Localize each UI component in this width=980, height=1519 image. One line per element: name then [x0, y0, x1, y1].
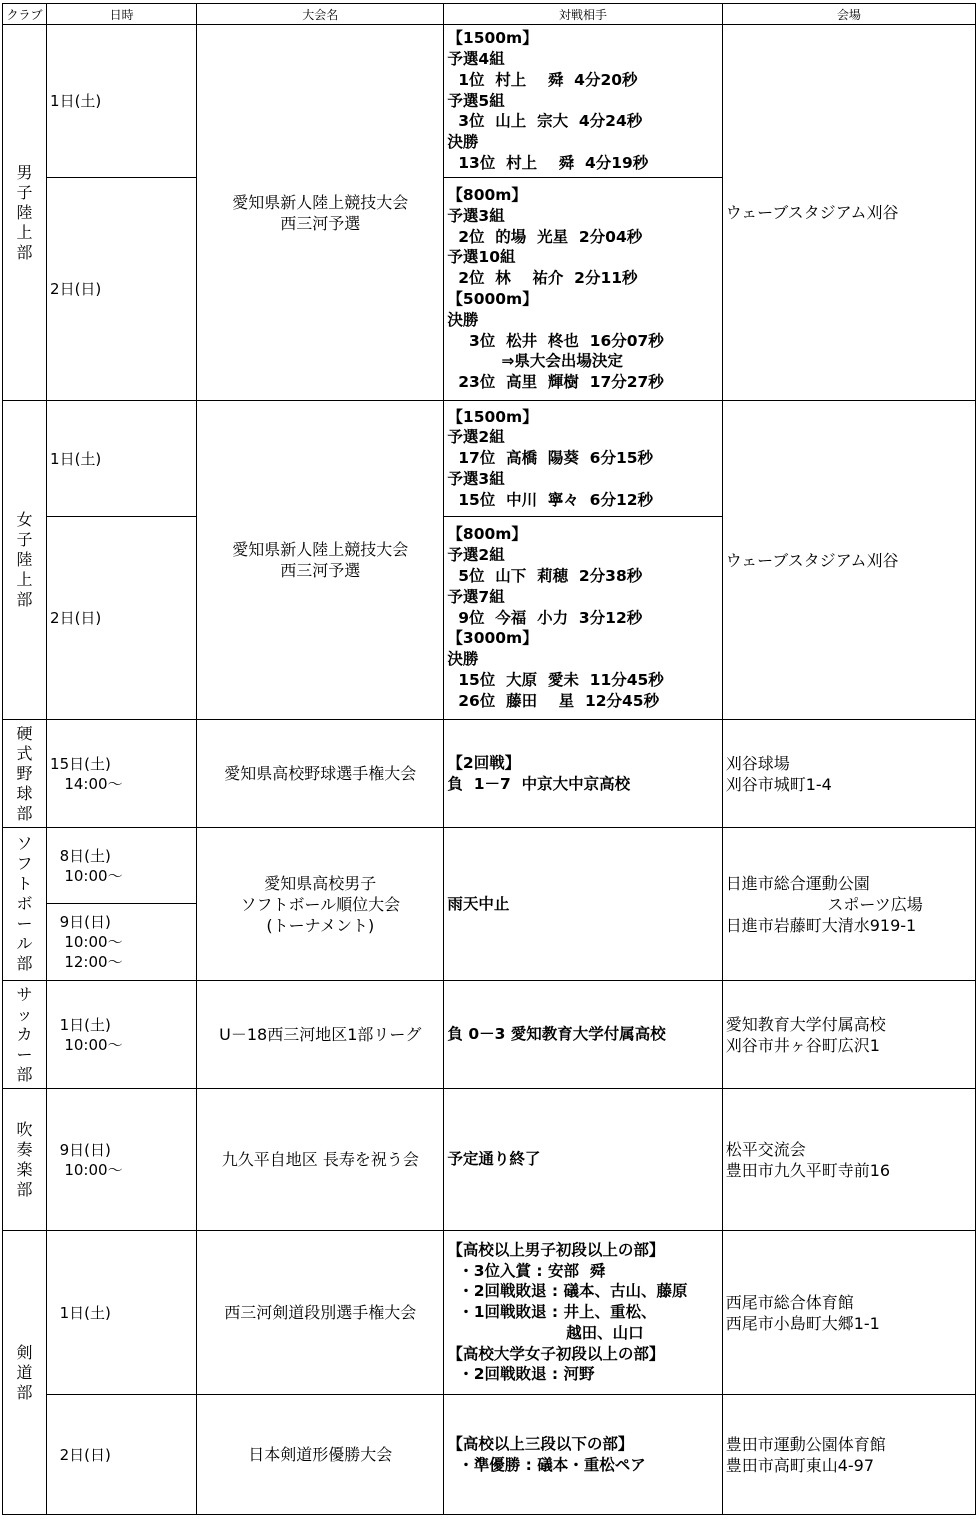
- club-name-char: ッ: [16, 1004, 33, 1024]
- club-name-char: 上: [16, 222, 33, 242]
- club-name-char: 楽: [16, 1159, 33, 1179]
- table-row: [3, 1089, 976, 1231]
- event-cell: 九久平自地区 長寿を祝う会: [197, 1089, 444, 1231]
- opponent-cell: 【高校以上三段以下の部】 ・準優勝 : 礒本・重松ペア: [444, 1395, 722, 1515]
- venue-cell: 西尾市総合体育館 西尾市小島町大郷1-1: [722, 1231, 975, 1395]
- table-row: [3, 1231, 976, 1395]
- club-name-char: 子: [16, 530, 33, 549]
- club-name: [3, 25, 47, 401]
- club-name: [3, 981, 47, 1089]
- event-cell: 愛知県高校男子 ソフトボール順位大会 (トーナメント): [197, 828, 444, 981]
- venue-cell: 刈谷球場 刈谷市城町1-4: [722, 720, 975, 828]
- header-row: [3, 4, 976, 25]
- event-cell: 日本剣道形優勝大会: [197, 1395, 444, 1515]
- date-cell: 15日(土) 14:00～: [47, 720, 197, 828]
- table-row: [3, 1395, 976, 1515]
- club-name-char: 部: [16, 590, 33, 609]
- venue-cell: 愛知教育大学付属高校 刈谷市井ヶ谷町広沢1: [722, 981, 975, 1089]
- club-name: [3, 401, 47, 720]
- club-name-char: フ: [16, 854, 33, 873]
- date-cell: 1日(土): [47, 25, 197, 178]
- club-name-char: 剣: [16, 1342, 33, 1362]
- header-date: 日時: [47, 4, 197, 25]
- club-name-char: ー: [16, 914, 33, 933]
- club-name-char: 部: [16, 1064, 33, 1084]
- date-cell: 1日(土): [47, 401, 197, 517]
- date-cell: 1日(土) 10:00～: [47, 981, 197, 1089]
- club-name-char: 陸: [16, 550, 33, 569]
- club-name-char: 球: [16, 783, 33, 803]
- venue-cell: 松平交流会 豊田市九久平町寺前16: [722, 1089, 975, 1231]
- opponent-cell: 【800m】 予選3組 2位 的場 光星 2分04秒 予選10組 2位 林 祐介 2分11秒 【5000m】 決勝 3位 松井 柊也 16分07秒 ⇒県大会出場決定 23位 高里 輝樹 17分27秒: [444, 178, 722, 401]
- club-name: [3, 828, 47, 981]
- opponent-cell: 【2回戦】 負 1－7 中京大中京高校: [444, 720, 722, 828]
- results-table: [2, 3, 976, 1515]
- club-name-char: ソ: [16, 834, 33, 853]
- club-name-char: カ: [16, 1024, 33, 1044]
- club-name: [3, 720, 47, 828]
- club-name-char: 奏: [16, 1139, 33, 1159]
- opponent-cell: 【1500m】 予選2組 17位 高橋 陽葵 6分15秒 予選3組 15位 中川 寧々 6分12秒: [444, 401, 722, 517]
- date-cell: 8日(土) 10:00～: [47, 828, 197, 904]
- opponent-cell: 【1500m】 予選4組 1位 村上 舜 4分20秒 予選5組 3位 山上 宗大 4分24秒 決勝 13位 村上 舜 4分19秒: [444, 25, 722, 178]
- date-cell: 2日(日): [47, 517, 197, 720]
- opponent-cell: 【高校以上男子初段以上の部】 ・3位入賞 : 安部 舜 ・2回戦敗退 : 礒本、古山、藤原 ・1回戦敗退 : 井上、重松、 越田、山口 【高校大学女子初段以上の部】 ・2回戦敗退 : 河野: [444, 1231, 722, 1395]
- header-club: クラブ: [3, 4, 47, 25]
- opponent-cell: 雨天中止: [444, 828, 722, 981]
- club-name-char: サ: [16, 984, 33, 1004]
- club-name-char: 男: [16, 162, 33, 182]
- header-opponent: 対戦相手: [444, 4, 722, 25]
- date-cell: 2日(日): [47, 1395, 197, 1515]
- club-name-char: ト: [16, 874, 33, 893]
- club-name-char: ル: [16, 934, 33, 953]
- club-name: [3, 1089, 47, 1231]
- event-cell: U－18西三河地区1部リーグ: [197, 981, 444, 1089]
- header-event: 大会名: [197, 4, 444, 25]
- club-name-char: 部: [16, 1179, 33, 1199]
- venue-cell: 日進市総合運動公園 スポーツ広場 日進市岩藤町大清水919-1: [722, 828, 975, 981]
- event-cell: 愛知県高校野球選手権大会: [197, 720, 444, 828]
- club-name-char: 部: [16, 242, 33, 262]
- club-name-char: 子: [16, 182, 33, 202]
- club-name: [3, 1231, 47, 1515]
- club-name-char: 野: [16, 763, 33, 783]
- date-cell: 9日(日) 10:00～ 12:00～: [47, 904, 197, 981]
- table-row: [3, 720, 976, 828]
- date-cell: 1日(土): [47, 1231, 197, 1395]
- opponent-cell: 予定通り終了: [444, 1089, 722, 1231]
- club-name-char: ー: [16, 1044, 33, 1064]
- opponent-cell: 負 0－3 愛知教育大学付属高校: [444, 981, 722, 1089]
- club-name-char: 道: [16, 1362, 33, 1382]
- event-cell: 愛知県新人陸上競技大会 西三河予選: [197, 401, 444, 720]
- club-name-char: 式: [16, 743, 33, 763]
- club-name-char: 部: [16, 803, 33, 823]
- date-cell: 9日(日) 10:00～: [47, 1089, 197, 1231]
- club-name-char: 部: [16, 954, 33, 973]
- table-row: [3, 401, 976, 517]
- header-venue: 会場: [722, 4, 975, 25]
- table-row: [3, 25, 976, 178]
- table-row: [3, 981, 976, 1089]
- club-name-char: 吹: [16, 1119, 33, 1139]
- venue-cell: 豊田市運動公園体育館 豊田市高町東山4-97: [722, 1395, 975, 1515]
- club-name-char: 部: [16, 1382, 33, 1402]
- date-cell: 2日(日): [47, 178, 197, 401]
- venue-cell: ウェーブスタジアム刈谷: [722, 401, 975, 720]
- club-name-char: 女: [16, 510, 33, 529]
- venue-cell: ウェーブスタジアム刈谷: [722, 25, 975, 401]
- table-row: [3, 828, 976, 904]
- club-name-char: 硬: [16, 723, 33, 743]
- event-cell: 西三河剣道段別選手権大会: [197, 1231, 444, 1395]
- opponent-cell: 【800m】 予選2組 5位 山下 莉穂 2分38秒 予選7組 9位 今福 小力 3分12秒 【3000m】 決勝 15位 大原 愛未 11分45秒 26位 藤田 星 12分45秒: [444, 517, 722, 720]
- club-name-char: 陸: [16, 202, 33, 222]
- club-name-char: ボ: [16, 894, 33, 913]
- club-name-char: 上: [16, 570, 33, 589]
- event-cell: 愛知県新人陸上競技大会 西三河予選: [197, 25, 444, 401]
